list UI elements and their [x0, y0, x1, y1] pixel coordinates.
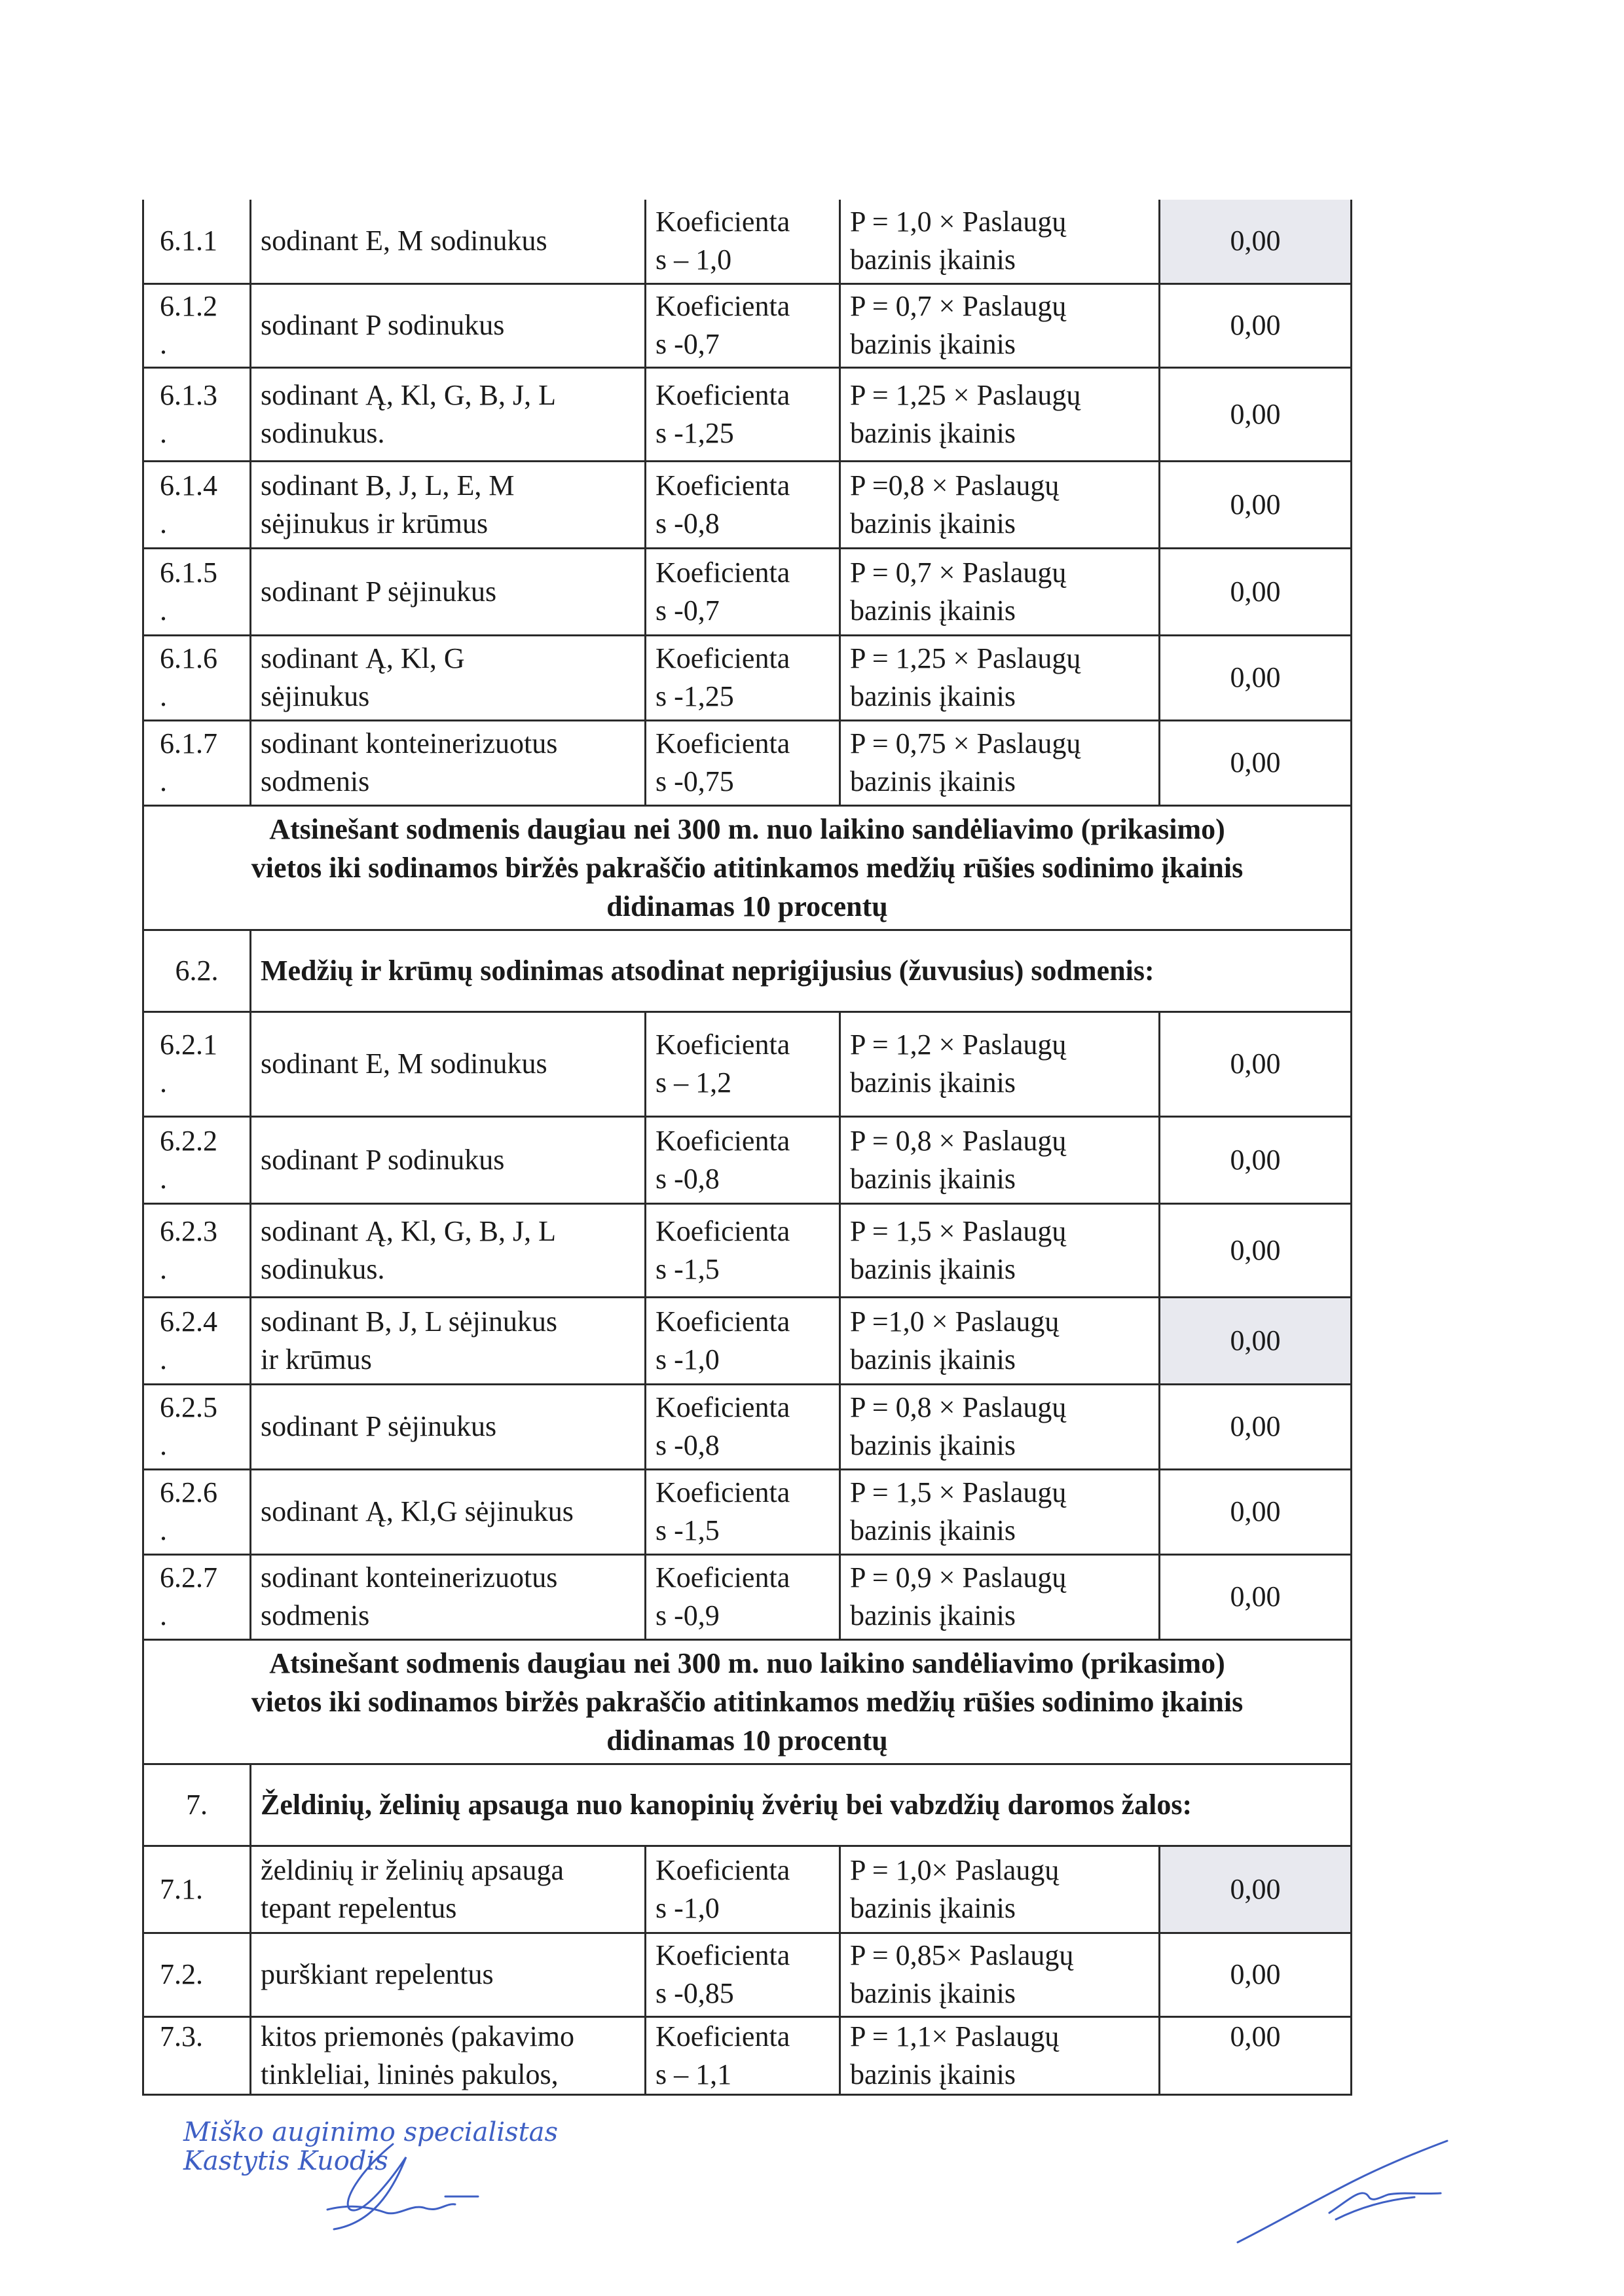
cell-line: didinamas 10 procentų [606, 890, 888, 922]
table-row [143, 283, 1352, 367]
cell-line: sodmenis [261, 1599, 370, 1631]
cell-line: 6.2.4 [160, 1305, 217, 1338]
handwritten-signature-left [314, 2131, 485, 2236]
cell-line: sodinant B, J, L sėjinukus [261, 1305, 558, 1338]
item-formula [840, 548, 1160, 635]
item-formula [840, 2016, 1160, 2094]
table-row [143, 461, 1352, 548]
cell-line: P = 1,0× Paslaugų [850, 1853, 1060, 1886]
item-formula [840, 1011, 1160, 1116]
item-description [251, 1384, 646, 1469]
section-title: Medžių ir krūmų sodinimas atsodinat neprigijusius (žuvusius) sodmenis: [251, 930, 1352, 1011]
item-number [143, 1933, 251, 2016]
cell-line: želdinių ir želinių apsauga [261, 1853, 564, 1886]
cell-line: s -0,8 [655, 507, 720, 539]
item-description [251, 1297, 646, 1384]
cell-line: 6.2.3 [160, 1214, 217, 1247]
table-row [143, 1469, 1352, 1554]
cell-line: s -0,7 [655, 594, 720, 627]
cell-line: P = 0,7 × Paslaugų [850, 556, 1067, 589]
table-body [143, 200, 1352, 2094]
cell-line: bazinis įkainis [850, 416, 1016, 449]
cell-line: sėjinukus ir krūmus [261, 507, 489, 539]
section-header-row [143, 1764, 1352, 1846]
item-value: 0,00 [1160, 1203, 1352, 1297]
cell-line: vietos iki sodinamos biržės pakraščio atitinkamos medžių rūšies sodinimo įkainis [251, 1685, 1244, 1718]
cell-line: bazinis įkainis [850, 765, 1016, 797]
item-formula [840, 1203, 1160, 1297]
item-value: 0,00 [1160, 548, 1352, 635]
item-formula [840, 1554, 1160, 1639]
item-formula [840, 200, 1160, 283]
cell-line: bazinis įkainis [850, 2058, 1016, 2090]
cell-line: P = 0,85× Paslaugų [850, 1939, 1074, 1971]
cell-line: ir krūmus [261, 1343, 372, 1376]
item-description [251, 548, 646, 635]
cell-line: sėjinukus [261, 680, 370, 712]
item-value: 0,00 [1160, 1846, 1352, 1933]
cell-line: sodmenis [261, 765, 370, 797]
cell-line: s -0,7 [655, 328, 720, 360]
cell-line: P =0,8 × Paslaugų [850, 469, 1060, 501]
item-formula [840, 1846, 1160, 1933]
item-number [143, 548, 251, 635]
item-value: 0,00 [1160, 1554, 1352, 1639]
cell-line: . [160, 416, 167, 449]
table-row [143, 367, 1352, 461]
cell-line: Koeficienta [655, 1214, 790, 1247]
cell-line: s -0,8 [655, 1429, 720, 1461]
item-number [143, 1554, 251, 1639]
cell-line: s – 1,1 [655, 2058, 732, 2090]
surcharge-note [143, 805, 1352, 930]
section-number: 6.2. [143, 930, 251, 1011]
cell-line: Koeficienta [655, 469, 790, 501]
item-description [251, 635, 646, 720]
item-value: 0,00 [1160, 200, 1352, 283]
cell-line: Koeficienta [655, 1124, 790, 1157]
table-row [143, 635, 1352, 720]
cell-line: sodinant P sodinukus [261, 1143, 505, 1176]
cell-line: tepant repelentus [261, 1891, 457, 1924]
cell-line: P = 1,5 × Paslaugų [850, 1476, 1067, 1508]
note-row [143, 805, 1352, 930]
cell-line: bazinis įkainis [850, 244, 1016, 276]
cell-line: 6.1.5 [160, 556, 217, 589]
cell-line: Koeficienta [655, 378, 790, 411]
table-row [143, 720, 1352, 805]
item-coefficient [646, 1469, 840, 1554]
item-description [251, 1203, 646, 1297]
item-number [143, 461, 251, 548]
cell-line: s -1,0 [655, 1343, 720, 1376]
cell-line: 6.2.2 [160, 1124, 217, 1157]
item-number [143, 1297, 251, 1384]
item-number [143, 1011, 251, 1116]
cell-line: . [160, 594, 167, 627]
item-description [251, 720, 646, 805]
cell-line: 6.1.4 [160, 469, 217, 501]
cell-line: 6.2.6 [160, 1476, 217, 1508]
table-row [143, 1384, 1352, 1469]
cell-line: . [160, 328, 167, 360]
cell-line: sodinant konteinerizuotus [261, 1561, 558, 1594]
item-description [251, 367, 646, 461]
cell-line: bazinis įkainis [850, 1429, 1016, 1461]
cell-line: sodinant P sėjinukus [261, 575, 497, 608]
item-value: 0,00 [1160, 1469, 1352, 1554]
cell-line: 6.1.3 [160, 378, 217, 411]
cell-line: sodinukus. [261, 416, 385, 449]
cell-line: . [160, 1162, 167, 1195]
cell-line: s – 1,0 [655, 244, 732, 276]
item-value: 0,00 [1160, 461, 1352, 548]
cell-line: Atsinešant sodmenis daugiau nei 300 m. nuo laikino sandėliavimo (prikasimo) [269, 812, 1225, 845]
cell-line: bazinis įkainis [850, 1977, 1016, 2009]
cell-line: 7.1. [160, 1872, 203, 1905]
item-coefficient [646, 200, 840, 283]
item-number [143, 1384, 251, 1469]
item-formula [840, 1297, 1160, 1384]
cell-line: Koeficienta [655, 1853, 790, 1886]
table-row [143, 200, 1352, 283]
section-title: Želdinių, želinių apsauga nuo kanopinių žvėrių bei vabzdžių daromos žalos: [251, 1764, 1352, 1846]
item-formula [840, 1384, 1160, 1469]
cell-line: 6.2.1 [160, 1029, 217, 1061]
cell-line: Koeficienta [655, 1476, 790, 1508]
cell-line: sodinant konteinerizuotus [261, 727, 558, 759]
item-formula [840, 1933, 1160, 2016]
item-value: 0,00 [1160, 1384, 1352, 1469]
item-coefficient [646, 2016, 840, 2094]
item-value: 0,00 [1160, 283, 1352, 367]
cell-line: s -1,0 [655, 1891, 720, 1924]
cell-line: s -1,25 [655, 416, 734, 449]
cell-line: 6.1.7 [160, 727, 217, 759]
item-number [143, 1469, 251, 1554]
item-coefficient [646, 1384, 840, 1469]
cell-line: bazinis įkainis [850, 328, 1016, 360]
table-row [143, 1011, 1352, 1116]
cell-line: . [160, 765, 167, 797]
cell-line: P = 0,9 × Paslaugų [850, 1561, 1067, 1594]
cell-line: 6.2.5 [160, 1391, 217, 1423]
cell-line: sodinant Ą, Kl,G sėjinukus [261, 1495, 574, 1527]
cell-line: Koeficienta [655, 1561, 790, 1594]
item-number [143, 1116, 251, 1203]
item-description [251, 1116, 646, 1203]
item-formula [840, 367, 1160, 461]
item-description [251, 461, 646, 548]
cell-line: . [160, 1514, 167, 1546]
cell-line: Atsinešant sodmenis daugiau nei 300 m. nuo laikino sandėliavimo (prikasimo) [269, 1647, 1225, 1679]
cell-line: P = 1,5 × Paslaugų [850, 1214, 1067, 1247]
cell-line: bazinis įkainis [850, 507, 1016, 539]
cell-line: s -0,9 [655, 1599, 720, 1631]
cell-line: P = 1,2 × Paslaugų [850, 1029, 1067, 1061]
handwritten-signature-right [1231, 2134, 1454, 2252]
item-number [143, 720, 251, 805]
item-coefficient [646, 1554, 840, 1639]
item-value: 0,00 [1160, 2016, 1352, 2094]
cell-line: sodinant Ą, Kl, G [261, 642, 465, 674]
item-description [251, 1846, 646, 1933]
item-coefficient [646, 548, 840, 635]
cell-line: s -0,8 [655, 1162, 720, 1195]
stamp-name: Kastytis Kuodis [183, 2146, 388, 2176]
item-formula [840, 720, 1160, 805]
item-value: 0,00 [1160, 1933, 1352, 2016]
item-coefficient [646, 635, 840, 720]
note-row [143, 1639, 1352, 1764]
cell-line: P = 1,1× Paslaugų [850, 2020, 1060, 2052]
cell-line: P = 0,8 × Paslaugų [850, 1391, 1067, 1423]
cell-line: bazinis įkainis [850, 1066, 1016, 1099]
cell-line: tinkleliai, lininės pakulos, [261, 2058, 559, 2090]
cell-line: . [160, 1429, 167, 1461]
item-coefficient [646, 1846, 840, 1933]
item-description [251, 2016, 646, 2094]
cell-line: Koeficienta [655, 727, 790, 759]
table-row [143, 548, 1352, 635]
item-coefficient [646, 461, 840, 548]
cell-line: Koeficienta [655, 206, 790, 238]
table-row [143, 1203, 1352, 1297]
cell-line: sodinant P sėjinukus [261, 1410, 497, 1442]
cell-line: . [160, 507, 167, 539]
item-number [143, 283, 251, 367]
section-header-row [143, 930, 1352, 1011]
item-formula [840, 635, 1160, 720]
cell-line: Koeficienta [655, 1029, 790, 1061]
cell-line: Koeficienta [655, 1939, 790, 1971]
cell-line: s -1,25 [655, 680, 734, 712]
cell-line: sodinant P sodinukus [261, 309, 505, 341]
cell-line: . [160, 1252, 167, 1285]
table-row [143, 1116, 1352, 1203]
cell-line: Koeficienta [655, 556, 790, 589]
cell-line: Koeficienta [655, 1391, 790, 1423]
item-value: 0,00 [1160, 720, 1352, 805]
item-number [143, 1203, 251, 1297]
cell-line: 6.1.6 [160, 642, 217, 674]
price-table [142, 200, 1352, 2096]
item-coefficient [646, 1297, 840, 1384]
surcharge-note [143, 1639, 1352, 1764]
cell-line: Koeficienta [655, 1305, 790, 1338]
cell-line: purškiant repelentus [261, 1958, 494, 1990]
cell-line: s – 1,2 [655, 1066, 732, 1099]
table-row [143, 1846, 1352, 1933]
cell-line: . [160, 680, 167, 712]
item-formula [840, 461, 1160, 548]
cell-line: Koeficienta [655, 642, 790, 674]
cell-line: Koeficienta [655, 290, 790, 322]
cell-line: 7.3. [160, 2020, 203, 2052]
cell-line: 7.2. [160, 1958, 203, 1990]
item-coefficient [646, 1933, 840, 2016]
item-description [251, 1554, 646, 1639]
cell-line: P = 0,8 × Paslaugų [850, 1124, 1067, 1157]
item-number [143, 200, 251, 283]
item-coefficient [646, 283, 840, 367]
cell-line: sodinant B, J, L, E, M [261, 469, 515, 501]
item-coefficient [646, 1116, 840, 1203]
cell-line: s -0,85 [655, 1977, 734, 2009]
cell-line: . [160, 1599, 167, 1631]
cell-line: sodinukus. [261, 1252, 385, 1285]
cell-line: P =1,0 × Paslaugų [850, 1305, 1060, 1338]
item-value: 0,00 [1160, 1011, 1352, 1116]
item-description [251, 200, 646, 283]
item-coefficient [646, 1203, 840, 1297]
item-value: 0,00 [1160, 1116, 1352, 1203]
cell-line: Koeficienta [655, 2020, 790, 2052]
cell-line: sodinant E, M sodinukus [261, 1048, 547, 1080]
cell-line: s -1,5 [655, 1252, 720, 1285]
cell-line: P = 1,25 × Paslaugų [850, 378, 1081, 411]
cell-line: bazinis įkainis [850, 1599, 1016, 1631]
item-coefficient [646, 720, 840, 805]
cell-line: 6.1.1 [160, 225, 217, 257]
item-value: 0,00 [1160, 1297, 1352, 1384]
stamp-title: Miško auginimo specialistas [183, 2117, 559, 2147]
section-number: 7. [143, 1764, 251, 1846]
cell-line: 6.2.7 [160, 1561, 217, 1594]
cell-line: bazinis įkainis [850, 1514, 1016, 1546]
cell-line: sodinant E, M sodinukus [261, 225, 547, 257]
item-description [251, 1469, 646, 1554]
cell-line: bazinis įkainis [850, 1162, 1016, 1195]
cell-line: P = 0,75 × Paslaugų [850, 727, 1081, 759]
cell-line: s -1,5 [655, 1514, 720, 1546]
table-row [143, 2016, 1352, 2094]
table-row [143, 1297, 1352, 1384]
item-coefficient [646, 367, 840, 461]
item-description [251, 1933, 646, 2016]
cell-line: sodinant Ą, Kl, G, B, J, L [261, 1214, 556, 1247]
cell-line: 6.1.2 [160, 290, 217, 322]
item-description [251, 283, 646, 367]
item-formula [840, 283, 1160, 367]
cell-line: s -0,75 [655, 765, 734, 797]
cell-line: bazinis įkainis [850, 1343, 1016, 1376]
cell-line: bazinis įkainis [850, 1891, 1016, 1924]
item-value: 0,00 [1160, 367, 1352, 461]
cell-line: P = 1,25 × Paslaugų [850, 642, 1081, 674]
cell-line: . [160, 1066, 167, 1099]
item-coefficient [646, 1011, 840, 1116]
table-row [143, 1554, 1352, 1639]
cell-line: P = 0,7 × Paslaugų [850, 290, 1067, 322]
cell-line: . [160, 1343, 167, 1376]
cell-line: bazinis įkainis [850, 594, 1016, 627]
item-formula [840, 1469, 1160, 1554]
item-formula [840, 1116, 1160, 1203]
item-number [143, 367, 251, 461]
cell-line: vietos iki sodinamos biržės pakraščio atitinkamos medžių rūšies sodinimo įkainis [251, 851, 1244, 884]
cell-line: P = 1,0 × Paslaugų [850, 206, 1067, 238]
item-number [143, 635, 251, 720]
cell-line: bazinis įkainis [850, 680, 1016, 712]
cell-line: didinamas 10 procentų [606, 1724, 888, 1757]
cell-line: sodinant Ą, Kl, G, B, J, L [261, 378, 556, 411]
item-number [143, 1846, 251, 1933]
item-number [143, 2016, 251, 2094]
cell-line: bazinis įkainis [850, 1252, 1016, 1285]
table-row [143, 1933, 1352, 2016]
item-description [251, 1011, 646, 1116]
item-value: 0,00 [1160, 635, 1352, 720]
cell-line: kitos priemonės (pakavimo [261, 2020, 575, 2052]
